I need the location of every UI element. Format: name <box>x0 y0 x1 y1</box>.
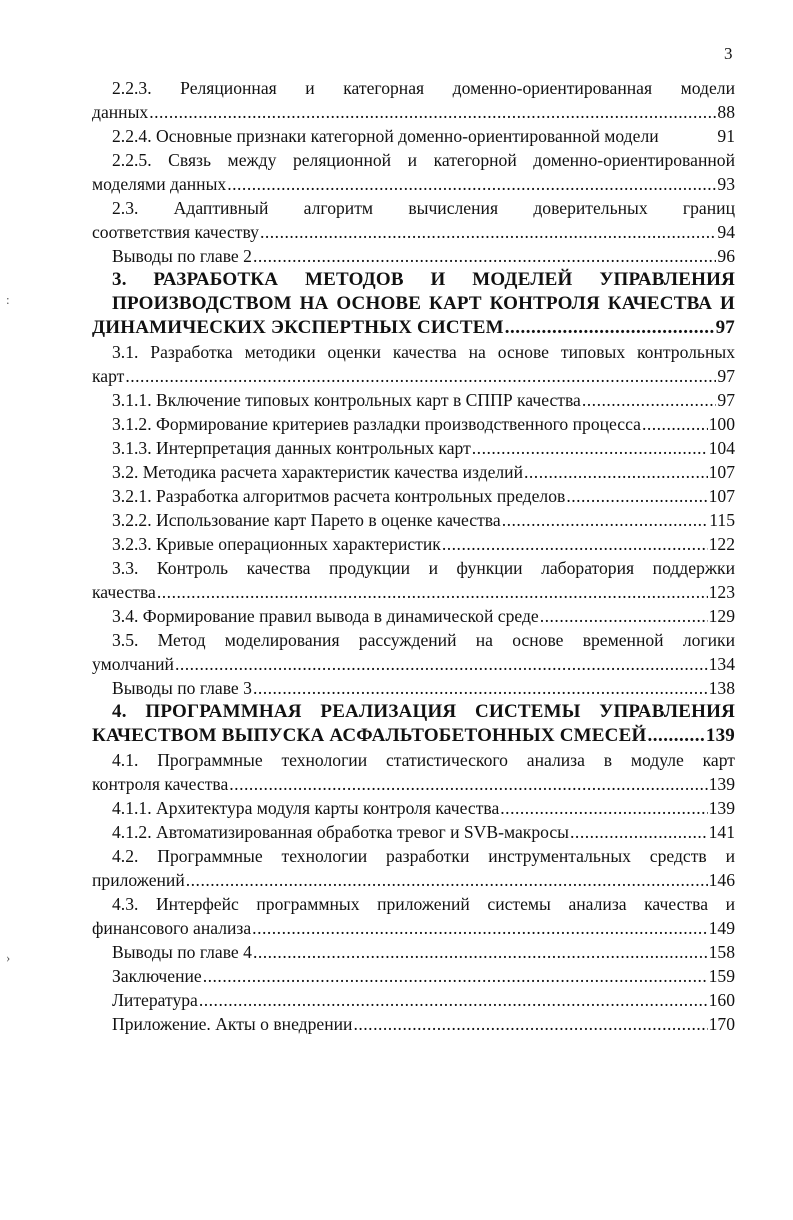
toc-entry-title: 3.2.2. Использование карт Парето в оценке качества <box>112 510 501 530</box>
toc-entry-title-line: 2.2.3. Реляционная и категорная доменно-ориентированная модели <box>112 78 735 98</box>
toc-entry-last-line <box>92 604 735 628</box>
toc-entry-last-line <box>92 508 735 532</box>
toc-entry-last-line <box>92 244 735 268</box>
toc-entry-title: 3.1.1. Включение типовых контрольных карт в СППР качества <box>112 390 581 410</box>
dot-leader <box>157 580 708 604</box>
toc-entry <box>92 388 735 412</box>
toc-entry-title: финансового анализа <box>92 918 252 938</box>
toc-entry-last-line <box>92 772 735 796</box>
toc-entry-last-line <box>92 412 735 436</box>
toc-entry <box>92 556 735 604</box>
dot-leader <box>260 220 716 244</box>
toc-entry-last-line <box>92 388 735 412</box>
dot-leader <box>253 940 708 964</box>
dot-leader <box>252 916 707 940</box>
dot-leader <box>199 988 708 1012</box>
toc-entry-page: 138 <box>708 678 735 698</box>
dot-leader <box>505 316 715 340</box>
toc-entry <box>92 412 735 436</box>
toc-entry <box>92 820 735 844</box>
dot-leader <box>566 484 707 508</box>
dot-leader <box>500 796 707 820</box>
toc-entry-last-line <box>92 652 735 676</box>
toc-entry-last-line <box>92 676 735 700</box>
toc-entry-page: 97 <box>717 390 735 410</box>
toc-entry-title: Выводы по главе 4 <box>112 942 252 962</box>
toc-entry-page: 146 <box>708 870 735 890</box>
toc-entry-last-line <box>92 940 735 964</box>
toc-entry-title: 3.2.1. Разработка алгоритмов расчета контрольных пределов <box>112 486 566 506</box>
toc-entry-last-line <box>92 172 735 196</box>
toc-entry-page: 160 <box>708 990 735 1010</box>
toc-entry <box>92 676 735 700</box>
toc-entry-page: 97 <box>717 366 735 386</box>
toc-entry-last-line <box>92 364 735 388</box>
dot-leader <box>227 172 716 196</box>
toc-entry-title-line: 3.3. Контроль качества продукции и функции лаборатория поддержки <box>112 558 735 578</box>
toc-entry <box>92 988 735 1012</box>
toc-entry-page: 88 <box>717 102 735 122</box>
toc-entry <box>92 244 735 268</box>
toc-entry-title-line: 4.1. Программные технологии статистического анализа в модуле карт <box>112 750 735 770</box>
toc-entry <box>92 340 735 388</box>
toc-entry-last-line <box>92 316 735 340</box>
toc-entry-last-line <box>92 100 735 124</box>
dot-leader <box>203 964 708 988</box>
toc-entry-last-line <box>92 1012 735 1036</box>
toc-entry-page: 134 <box>708 654 735 674</box>
toc-entry <box>92 436 735 460</box>
toc-entry-last-line <box>92 964 735 988</box>
toc-entry-title: 4.1.2. Автоматизированная обработка тревог и SVB-макросы <box>112 822 570 842</box>
toc-entry-page: 159 <box>708 966 735 986</box>
toc-entry-page: 149 <box>708 918 735 938</box>
toc-entry <box>92 124 735 148</box>
dot-leader <box>125 364 716 388</box>
toc-entry-page: 122 <box>708 534 735 554</box>
toc-entry <box>92 796 735 820</box>
toc-entry-title: Выводы по главе 2 <box>112 246 252 266</box>
dot-leader <box>186 868 708 892</box>
toc-entry-page: 139 <box>708 798 735 818</box>
dot-leader <box>175 652 708 676</box>
toc-entry-last-line <box>92 724 735 748</box>
toc-entry-title-line: 3.5. Метод моделирования рассуждений на основе временной логики <box>112 630 735 650</box>
toc-entry-page: 100 <box>708 414 735 434</box>
toc-entry-last-line <box>92 796 735 820</box>
toc-entry <box>92 484 735 508</box>
toc-entry-title: умолчаний <box>92 654 174 674</box>
toc-entry-title: данных <box>92 102 149 122</box>
margin-mark: › <box>6 950 11 965</box>
toc-entry-title: Выводы по главе 3 <box>112 678 252 698</box>
toc-entry <box>92 460 735 484</box>
toc-entry-last-line <box>92 988 735 1012</box>
toc-entry-last-line <box>92 220 735 244</box>
toc-entry <box>92 700 735 748</box>
toc-entry-title: Литература <box>112 990 198 1010</box>
toc-entry-page: 129 <box>708 606 735 626</box>
toc-entry-page: 97 <box>715 317 735 338</box>
toc-entry <box>92 892 735 940</box>
toc-entry-title-line: 2.3. Адаптивный алгоритм вычисления доверительных границ <box>112 198 735 218</box>
toc-entry-page: 158 <box>708 942 735 962</box>
dot-leader <box>472 436 708 460</box>
dot-leader <box>353 1012 707 1036</box>
toc-entry <box>92 148 735 196</box>
toc-entry-last-line <box>92 868 735 892</box>
toc-entry-title: КАЧЕСТВОМ ВЫПУСКА АСФАЛЬТОБЕТОННЫХ СМЕСЕЙ <box>92 725 647 746</box>
toc-entry-last-line <box>92 460 735 484</box>
toc-entry-last-line <box>92 580 735 604</box>
toc-entry-title: контроля качества <box>92 774 229 794</box>
toc-entry-title: 3.4. Формирование правил вывода в динамической среде <box>112 606 539 626</box>
toc-entry-page: 107 <box>708 462 735 482</box>
dot-leader <box>229 772 707 796</box>
toc-entry-title: 3.2.3. Кривые операционных характеристик <box>112 534 441 554</box>
toc-entry-title: 4.1.1. Архитектура модуля карты контроля качества <box>112 798 500 818</box>
toc-entry-title: ДИНАМИЧЕСКИХ ЭКСПЕРТНЫХ СИСТЕМ <box>92 317 504 338</box>
toc-entry-last-line <box>92 484 735 508</box>
dot-leader <box>442 532 708 556</box>
toc-entry-page: 141 <box>708 822 735 842</box>
toc-entry-title: Заключение <box>112 966 202 986</box>
toc-entry-title-line: 4. ПРОГРАММНАЯ РЕАЛИЗАЦИЯ СИСТЕМЫ УПРАВЛЕНИЯ <box>112 701 735 722</box>
dot-leader <box>253 676 708 700</box>
toc-entry-last-line <box>92 916 735 940</box>
toc-entry-title: 3.2. Методика расчета характеристик качества изделий <box>112 462 523 482</box>
toc-entry-page: 94 <box>717 222 735 242</box>
toc-entry-title: соответствия качеству <box>92 222 259 242</box>
toc-entry <box>92 268 735 340</box>
toc-entry-title: приложений <box>92 870 185 890</box>
toc-entry-last-line <box>92 820 735 844</box>
dot-leader <box>502 508 709 532</box>
toc-entry <box>92 940 735 964</box>
toc-entry-title: карт <box>92 366 125 386</box>
toc-entry-title-line: 3. РАЗРАБОТКА МЕТОДОВ И МОДЕЛЕЙ УПРАВЛЕНИЯ <box>112 269 735 290</box>
toc-entry <box>92 532 735 556</box>
toc-entry <box>92 76 735 124</box>
toc-entry <box>92 748 735 796</box>
toc-entry-page: 104 <box>708 438 735 458</box>
dot-leader <box>524 460 708 484</box>
toc-entry-page: 115 <box>709 510 735 530</box>
toc-entry-page: 170 <box>708 1014 735 1034</box>
toc-entry <box>92 508 735 532</box>
toc-entry-page: 123 <box>708 582 735 602</box>
toc-entry-last-line <box>92 436 735 460</box>
margin-mark: : <box>6 292 10 307</box>
toc-entry-title-line: 4.3. Интерфейс программных приложений системы анализа качества и <box>112 894 735 914</box>
toc-entry-last-line <box>92 124 735 148</box>
toc-entry-page: 91 <box>717 126 735 146</box>
toc-entry-title: моделями данных <box>92 174 227 194</box>
toc-entry <box>92 604 735 628</box>
toc-entry-page: 139 <box>705 725 735 746</box>
toc-entry-title: 2.2.4. Основные признаки категорной доменно-ориентированной модели <box>112 126 659 146</box>
toc-entry-title: качества <box>92 582 156 602</box>
toc-entry-page: 139 <box>708 774 735 794</box>
dot-leader <box>149 100 716 124</box>
toc-entry-title: Приложение. Акты о внедрении <box>112 1014 353 1034</box>
toc-entry-title: 3.1.3. Интерпретация данных контрольных карт <box>112 438 471 458</box>
dot-leader <box>647 724 704 748</box>
toc-entry-page: 93 <box>717 174 735 194</box>
toc-entry-last-line <box>92 532 735 556</box>
table-of-contents <box>92 76 735 1036</box>
toc-entry-title-line: 2.2.5. Связь между реляционной и категорной доменно-ориентированной <box>112 150 735 170</box>
toc-entry <box>92 1012 735 1036</box>
dot-leader <box>582 388 717 412</box>
dot-leader <box>570 820 708 844</box>
page-number: 3 <box>724 44 733 63</box>
toc-entry-title-line: 4.2. Программные технологии разработки инструментальных средств и <box>112 846 735 866</box>
toc-entry <box>92 964 735 988</box>
toc-entry <box>92 196 735 244</box>
toc-entry <box>92 628 735 676</box>
dot-leader <box>253 244 716 268</box>
toc-entry-title-line: 3.1. Разработка методики оценки качества на основе типовых контрольных <box>112 342 735 362</box>
dot-leader <box>540 604 708 628</box>
toc-entry-title-line: ПРОИЗВОДСТВОМ НА ОСНОВЕ КАРТ КОНТРОЛЯ КАЧЕСТВА И <box>112 293 735 314</box>
toc-entry-page: 96 <box>717 246 735 266</box>
toc-entry-title: 3.1.2. Формирование критериев разладки производственного процесса <box>112 414 641 434</box>
toc-entry <box>92 844 735 892</box>
dot-leader <box>642 412 708 436</box>
toc-entry-page: 107 <box>708 486 735 506</box>
